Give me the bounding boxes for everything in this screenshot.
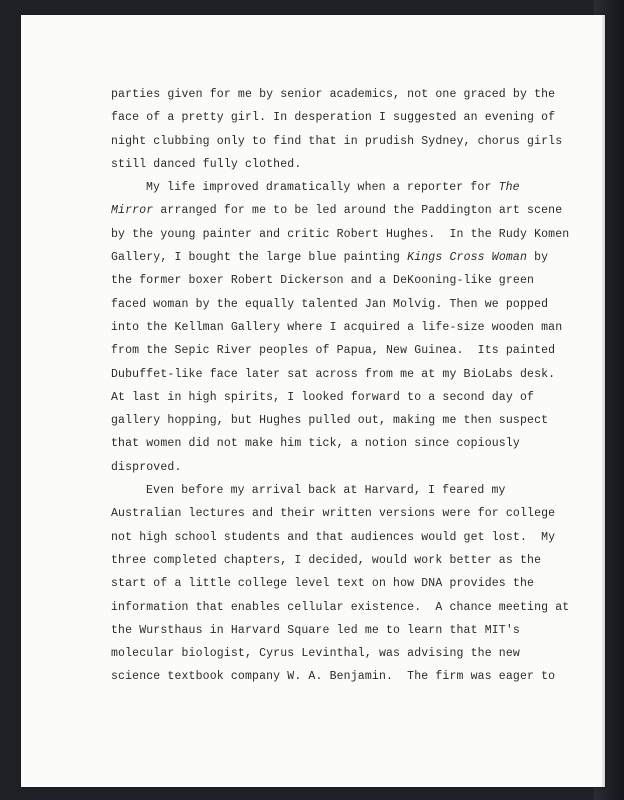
text-line [111,223,570,246]
text-run: that women did not make him tick, a notion since copiously [111,437,520,451]
text-line [111,106,556,129]
text-line [111,642,551,665]
paragraph-first-line [111,479,551,502]
text-line [111,269,551,292]
text-run: gallery hopping, but Hughes pulled out, making me then suspect [111,414,549,428]
text-run: into the Kellman Gallery where I acquired a life-size wooden man [111,320,563,334]
text-run: science textbook company W. A. Benjamin. The firm was eager to [111,670,556,684]
text-run: molecular biologist, Cyrus Levinthal, was advising the new [111,647,520,661]
text-line [111,316,563,339]
text-line [111,549,551,572]
text-run: not high school students and that audiences would get lost. My [111,530,556,544]
paragraph-first-line [111,176,551,199]
text-line [111,596,570,619]
text-run: face of a pretty girl. In desperation I suggested an evening of [111,111,556,125]
page-edge-shadow [602,15,605,787]
text-run: My life improved dramatically when a reporter for [146,181,499,195]
italic-title: The [498,181,520,195]
text-line [111,502,556,525]
text-line [111,572,551,595]
text-run: arranged for me to be led around the Paddington art scene [153,204,563,218]
page-body-text [111,83,570,689]
text-run: parties given for me by senior academics, not one graced by the [111,88,556,101]
text-run: Even before my arrival back at Harvard, I feared my [146,484,506,498]
text-run: At last in high spirits, I looked forward to a second day of [111,390,535,404]
text-run: three completed chapters, I decided, would work better as the [111,553,542,567]
text-line [111,456,551,479]
text-run: Dubuffet-like face later sat across from me at my BioLabs desk. [111,367,556,381]
text-run: information that enables cellular existence. A chance meeting at [111,600,570,614]
text-line [111,363,556,386]
text-line [111,293,551,316]
text-run: start of a little college level text on how DNA provides the [111,577,535,591]
text-line [111,246,551,269]
text-run: the Wursthaus in Harvard Square led me to learn that MIT's [111,623,520,637]
text-line [111,665,556,688]
text-run: from the Sepic River peoples of Papua, New Guinea. Its painted [111,344,556,358]
text-line [111,432,551,455]
text-line [111,130,563,153]
text-line [111,199,563,222]
text-run: Australian lectures and their written versions were for college [111,507,556,521]
text-run: still danced fully clothed. [111,157,302,171]
text-run: by the young painter and critic Robert Hughes. In the Rudy Komen [111,227,570,241]
text-run: the former boxer Robert Dickerson and a DeKooning-like green [111,274,535,288]
text-run: night clubbing only to find that in prudish Sydney, chorus girls [111,134,563,148]
text-run: Gallery, I bought the large blue painting [111,251,408,265]
text-line [111,386,551,409]
italic-title: Mirror [111,204,154,218]
italic-title: Kings Cross Woman [407,251,528,265]
text-line [111,339,556,362]
text-line [111,83,556,106]
text-line [111,409,551,432]
text-run: disproved. [111,460,182,474]
text-line [111,526,556,549]
text-run: by [527,251,549,265]
typescript-page [21,15,605,787]
text-run: faced woman by the equally talented Jan Molvig. Then we popped [111,297,549,311]
text-line [111,153,551,176]
text-line [111,619,551,642]
